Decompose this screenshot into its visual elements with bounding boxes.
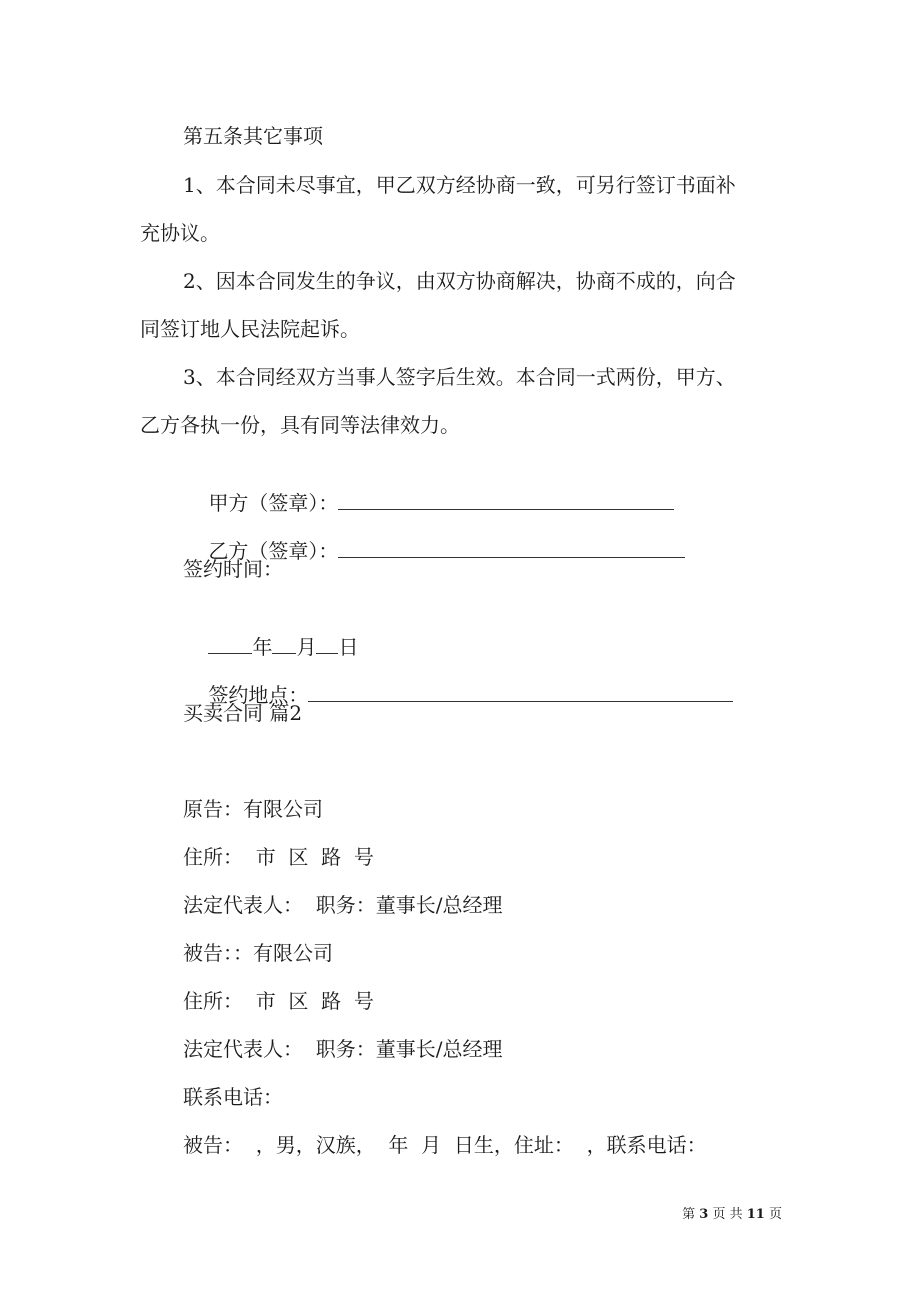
- page-footer: [640, 1206, 782, 1224]
- footer-total-pages: 11: [746, 1207, 765, 1222]
- party-b-label: 乙方（签章）：: [208, 539, 339, 563]
- day-label: 日: [338, 635, 359, 659]
- contract-heading-2: 买卖合同 篇2: [183, 701, 303, 725]
- footer-prefix: 第: [682, 1207, 696, 1222]
- clause-2-line-2: 同签订地人民法院起诉。: [140, 317, 360, 341]
- party-b-signature-line: [338, 535, 685, 558]
- plaintiff-address: 住所： 市 区 路 号: [183, 845, 374, 869]
- month-label: 月: [296, 635, 317, 659]
- sign-place-label: 签约地点：: [208, 683, 309, 707]
- clause-3-line-2: 乙方各执一份，具有同等法律效力。: [140, 413, 460, 437]
- clause-1-line-1: 1、本合同未尽事宜，甲乙双方经协商一致，可另行签订书面补: [183, 173, 736, 197]
- sign-place-line: [308, 679, 733, 702]
- defendant-line: 被告：：有限公司: [183, 941, 333, 965]
- party-a-label: 甲方（签章）：: [208, 491, 339, 515]
- footer-middle: 页 共: [712, 1207, 743, 1222]
- footer-page-number: 3: [699, 1207, 709, 1222]
- section-title: 第五条其它事项: [183, 124, 323, 148]
- plaintiff-line: 原告：有限公司: [183, 797, 323, 821]
- defendant-address: 住所： 市 区 路 号: [183, 989, 374, 1013]
- year-label: 年: [252, 635, 273, 659]
- footer-suffix: 页: [768, 1207, 782, 1222]
- clause-1-line-2: 充协议。: [140, 221, 220, 245]
- plaintiff-legal-rep: 法定代表人： 职务：董事长/总经理: [183, 893, 503, 917]
- defendant-2-line: 被告： ，男，汉族， 年 月 日生，住址： ，联系电话：: [183, 1133, 707, 1157]
- clause-3-line-1: 3、本合同经双方当事人签字后生效。本合同一式两份，甲方、: [183, 365, 736, 389]
- sign-time-label: 签约时间：: [183, 557, 283, 581]
- clause-2-line-1: 2、因本合同发生的争议，由双方协商解决，协商不成的，向合: [183, 269, 736, 293]
- defendant-legal-rep: 法定代表人： 职务：董事长/总经理: [183, 1037, 503, 1061]
- contact-phone-line: 联系电话：: [183, 1085, 283, 1109]
